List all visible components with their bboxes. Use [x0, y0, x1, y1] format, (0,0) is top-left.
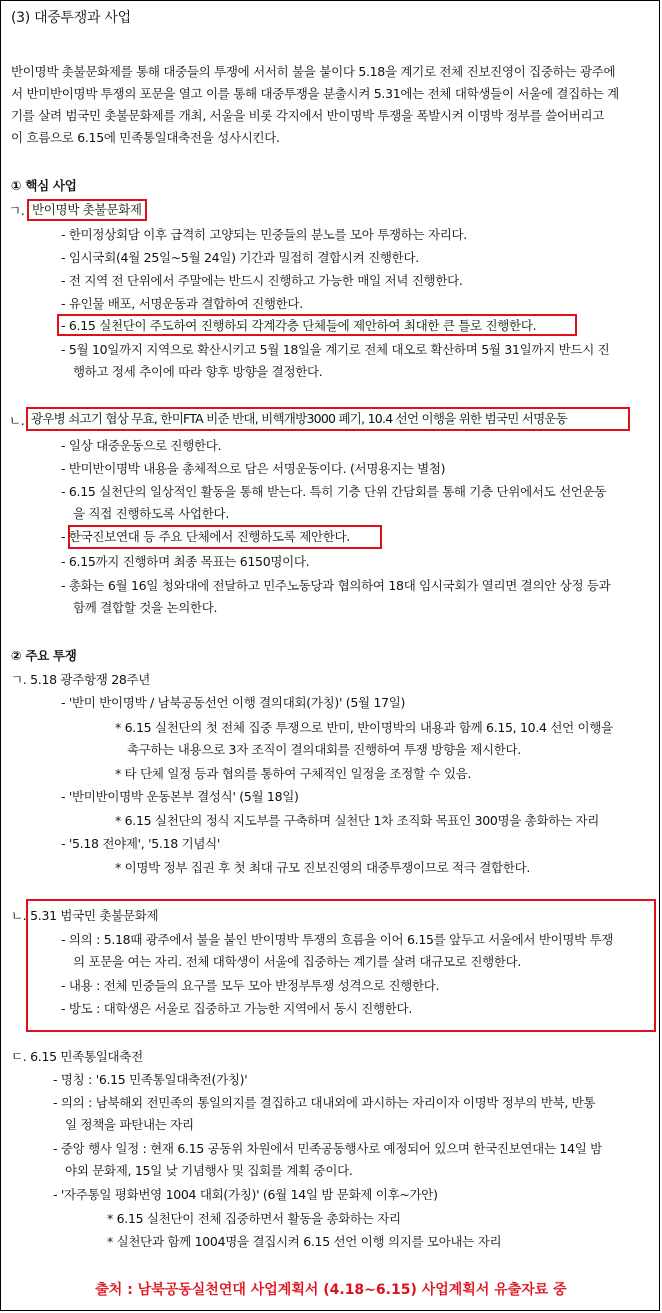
list-item: 행하고 정세 추이에 따라 향후 방향을 결정한다.: [73, 364, 323, 379]
list-item: - 명칭 : '6.15 민족통일대축전(가칭)': [53, 1072, 248, 1087]
core-b-label: ㄴ.: [9, 413, 25, 428]
source-caption: 출처 : 남북공동실천연대 사업계획서 (4.18~6.15) 사업계획서 유출자료 중: [95, 1282, 567, 1298]
list-item: 야외 문화제, 15일 낮 기념행사 및 집회를 계획 중이다.: [65, 1163, 353, 1178]
main-b-label: ㄴ. 5.31 범국민 촛불문화제: [11, 908, 159, 923]
list-item: - 한국진보연대 등 주요 단체에서 진행하도록 제안한다.: [61, 529, 350, 544]
core-a-title: 반이명박 촛불문화제: [32, 202, 142, 217]
list-item: - 의의 : 5.18때 광주에서 불을 붙인 반이명박 투쟁의 흐름을 이어 6.15를 앞두고 서울에서 반이명박 투쟁: [61, 932, 614, 947]
list-item: * 6.15 실천단이 전체 집중하면서 활동을 총화하는 자리: [107, 1211, 401, 1226]
core-heading: ① 핵심 사업: [11, 178, 77, 193]
intro-line: 서 반미반이명박 투쟁의 포문을 열고 이를 통해 대중투쟁을 분출시켜 5.31에는 전체 대학생들이 서울에 결집하는 계: [11, 86, 619, 101]
list-item: * 이명박 정부 집권 후 첫 최대 규모 진보진영의 대중투쟁이므로 적극 결합한다.: [115, 860, 531, 875]
main-a-label: ㄱ. 5.18 광주항쟁 28주년: [11, 672, 151, 687]
intro-line: 반이명박 촛불문화제를 통해 대중들의 투쟁에 서서히 불을 붙이다 5.18을 계기로 전체 진보진영이 집중하는 광주에: [11, 64, 616, 79]
list-item: - 5월 10일까지 지역으로 확산시키고 5월 18일을 계기로 전체 대오로 확산하며 5월 31일까지 반드시 진: [61, 342, 610, 357]
list-item: - 6.15 실천단이 주도하여 진행하되 각계각층 단체들에 제안하여 최대한 큰 틀로 진행한다.: [61, 318, 537, 333]
list-item: - 내용 : 전체 민중들의 요구를 모두 모아 반정부투쟁 성격으로 진행한다.: [61, 978, 440, 993]
list-item: - 6.15까지 진행하며 최종 목표는 6150명이다.: [61, 554, 310, 569]
list-item: - 유인물 배포, 서명운동과 결합하여 진행한다.: [61, 296, 303, 311]
list-item: * 실천단과 함께 1004명을 결집시켜 6.15 선언 이행 의지를 모아내는 자리: [107, 1234, 502, 1249]
core-b-title: 광우병 쇠고기 협상 무효, 한미FTA 비준 반대, 비핵개방3000 폐기, 10.4 선언 이행을 위한 범국민 서명운동: [31, 411, 568, 426]
list-item: - '반미반이명박 운동본부 결성식' (5월 18일): [61, 789, 299, 804]
section-title: (3) 대중투쟁과 사업: [11, 10, 131, 26]
list-item: - 총화는 6월 16일 청와대에 전달하고 민주노동당과 협의하여 18대 임시국회가 열리면 결의안 상정 등과: [61, 578, 611, 593]
list-item: - 의의 : 남북해외 전민족의 통일의지를 결집하고 대내외에 과시하는 자리이자 이명박 정부의 반북, 반통: [53, 1095, 596, 1110]
main-heading: ② 주요 투쟁: [11, 648, 77, 663]
list-item: * 타 단체 일정 등과 협의를 통하여 구체적인 일정을 조정할 수 있음.: [115, 766, 472, 781]
list-item: - 한미정상회담 이후 급격히 고양되는 민중들의 분노를 모아 투쟁하는 자리다.: [61, 227, 467, 242]
list-item: - 일상 대중운동으로 진행한다.: [61, 438, 222, 453]
list-item: - '자주통일 평화번영 1004 대회(가칭)' (6월 14일 밤 문화제 이후~가안): [53, 1187, 438, 1202]
list-item: - 임시국회(4월 25일~5월 24일) 기간과 밀접히 결합시켜 진행한다.: [61, 250, 419, 265]
core-a-label: ㄱ.: [9, 203, 25, 218]
list-item: - '5.18 전야제', '5.18 기념식': [61, 836, 221, 851]
main-c-label: ㄷ. 6.15 민족통일대축전: [11, 1049, 143, 1064]
list-item: 촉구하는 내용으로 3자 조직이 결의대회를 진행하여 투쟁 방향을 제시한다.: [127, 742, 521, 757]
intro-line: 기를 살려 범국민 촛불문화제를 개최, 서울을 비롯 각지에서 반이명박 투쟁을 폭발시켜 이명박 정부를 쓸어버리고: [11, 108, 605, 123]
list-item: 함께 결합할 것을 논의한다.: [73, 600, 218, 615]
list-item: - 방도 : 대학생은 서울로 집중하고 가능한 지역에서 동시 진행한다.: [61, 1001, 413, 1016]
list-item: 일 정책을 파탄내는 자리: [65, 1117, 194, 1132]
list-item: 의 포문을 여는 자리. 전체 대학생이 서울에 집중하는 계기를 살려 대규모로 진행한다.: [73, 954, 522, 969]
list-item: - '반미 반이명박 / 남북공동선언 이행 결의대회(가칭)' (5월 17일): [61, 695, 406, 710]
list-item: - 반미반이명박 내용을 총체적으로 담은 서명운동이다. (서명용지는 별첨): [61, 461, 446, 476]
list-item: * 6.15 실천단의 정식 지도부를 구축하며 실천단 1차 조직화 목표인 300명을 총화하는 자리: [115, 813, 600, 828]
list-item: - 전 지역 전 단위에서 주말에는 반드시 진행하고 가능한 매일 저녁 진행한다.: [61, 273, 463, 288]
list-item: 을 직접 진행하도록 사업한다.: [73, 506, 229, 521]
intro-line: 이 흐름으로 6.15에 민족통일대축전을 성사시킨다.: [11, 130, 280, 145]
list-item: - 중앙 행사 일정 : 현재 6.15 공동위 차원에서 민족공동행사로 예정되어 있으며 한국진보연대는 14일 밤: [53, 1141, 602, 1156]
list-item: - 6.15 실천단의 일상적인 활동을 통해 받는다. 특히 기층 단위 간담회를 통해 기층 단위에서도 선언운동: [61, 484, 607, 499]
list-item: * 6.15 실천단의 첫 전체 집중 투쟁으로 반미, 반이명박의 내용과 함께 6.15, 10.4 선언 이행을: [115, 720, 613, 735]
